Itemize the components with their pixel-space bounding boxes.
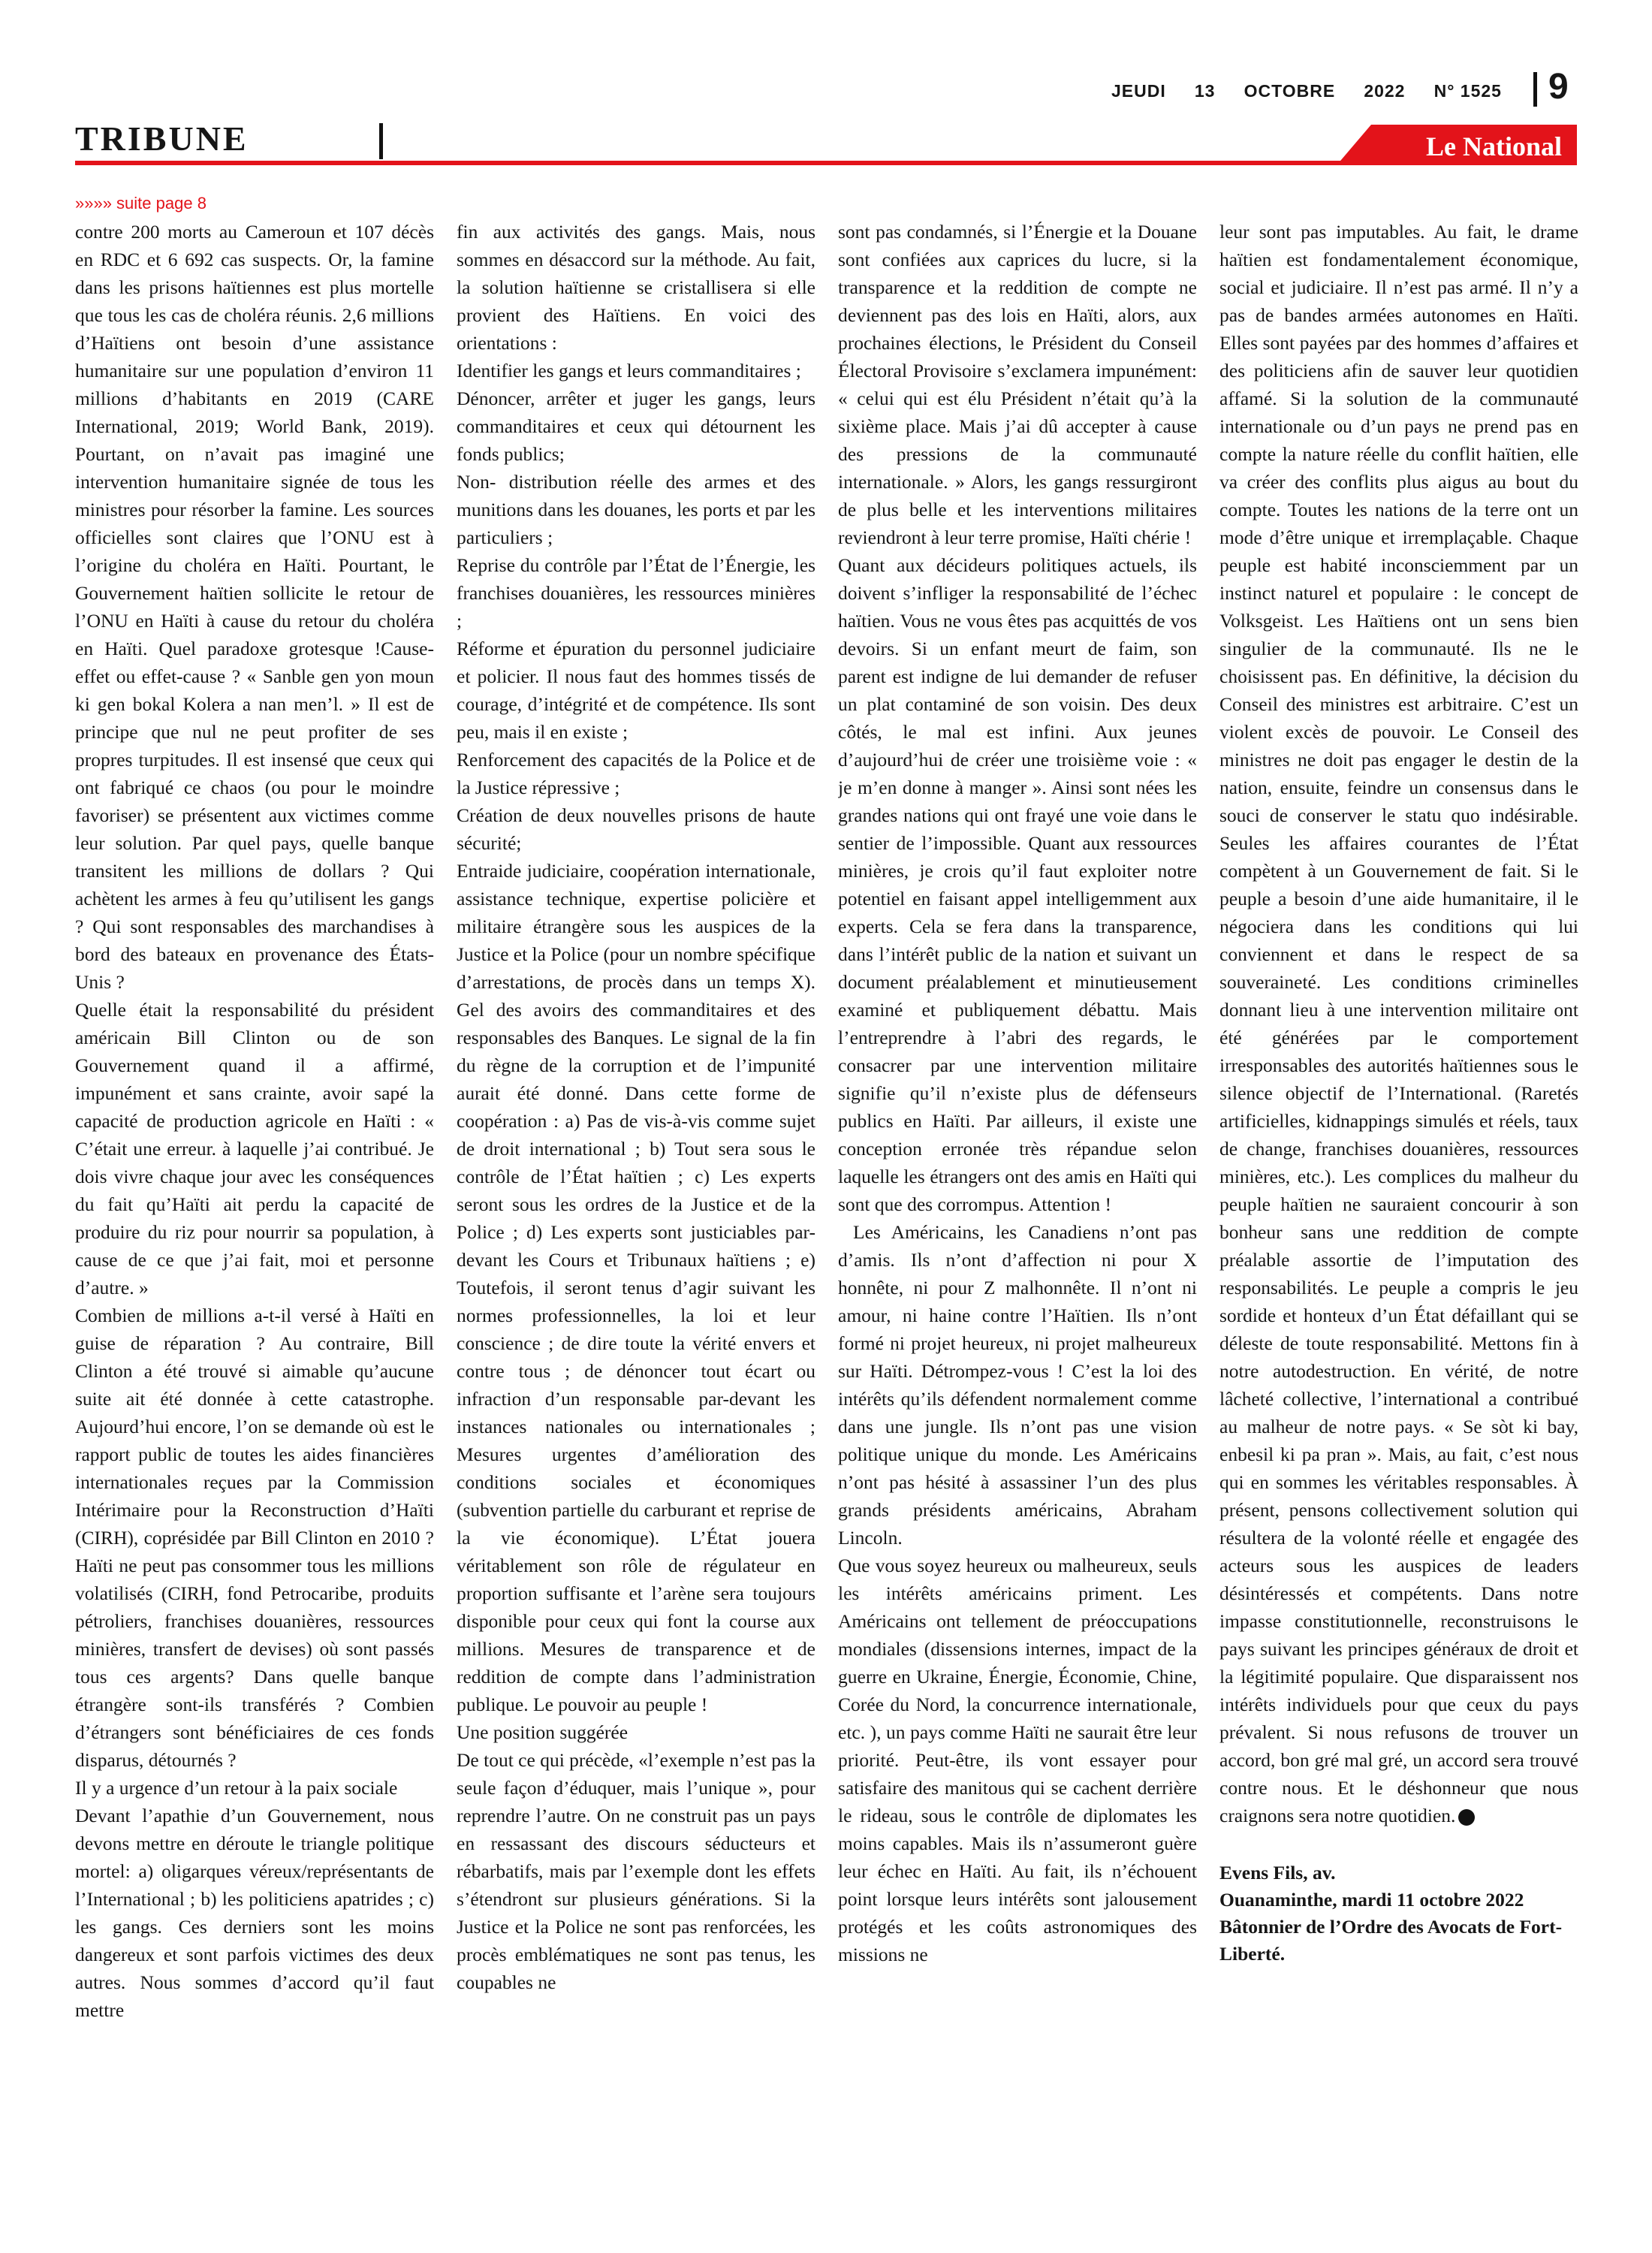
subheading: Il y a urgence d’un retour à la paix sociale [75,1777,398,1799]
list-item: Entraide judiciaire, coopération internationale, assistance technique, expertise policière et militaire étrangère sous les auspices de la Justice et la Police (pour un nombre spécifique d’arrestations, de procès dans un temps X). Gel des avoirs des commanditaires et des responsables des Banques. Le signal de la fin du règne de la corruption et de l’impunité aurait été donné. Dans cette forme de coopération : a) Pas de vis-à-vis comme sujet de droit international ; b) Tout sera sous le contrôle de l’État haïtien ; c) Les experts seront sous les ordres de la Justice et de la Police ; d) Les experts sont justiciables par-devant les Cours et Tribunaux haïtiens ; e) Toutefois, il seront tenus d’agir suivant les normes professionnelles, la loi et leur conscience ; de dire toute la vérité envers et contre tous ; de dénoncer tout écart ou infraction d’un responsable par-devant les instances nationales ou internationales ; Mesures urgentes d’amélioration des conditions sociales et économiques (subvention partielle du carburant et reprise de la vie économique). L’État jouera véritablement son rôle de régulateur en proportion suffisante et l’arène sera toujours disponible pour ceux qui font la course aux millions. Mesures de transparence et de reddition de compte dans l’administration publique. Le pouvoir au peuple ! [457,860,815,1715]
section-title-bar [379,123,383,159]
author-title: Bâtonnier de l’Ordre des Avocats de Fort-Liberté. [1219,1916,1563,1965]
paragraph: contre 200 morts au Cameroun et 107 décès en RDC et 6 692 cas suspects. Or, la famine dans les prisons haïtiennes est plus mortelle que tous les cas de choléra réunis. 2,6 millions d’Haïtiens ont besoin d’une assistance humanitaire sur une population d’environ 11 millions d’habitants en 2019 (CARE International, 2019; World Bank, 2019). Pourtant, on n’avait pas imaginé une intervention humanitaire signée de tous les ministres pour résorber la famine. Les sources officielles sont claires que l’ONU est à l’origine du choléra en Haïti. Pourtant, le Gouvernement haïtien sollicite le retour de l’ONU en Haïti à cause du retour du choléra en Haïti. Quel paradoxe grotesque !Cause-effet ou effet-cause ? « Sanble gen yon moun ki gen bokal Kolera a nan men’l. » Il est de principe que nul ne peut profiter de ses propres turpitudes. Il est insensé que ceux qui ont fabriqué ce chaos (ou pour le moindre favoriser) se présentent aux victimes comme leur solution. Par quel pays, quelle banque transitent les millions de dollars ? Qui achètent les armes à feu qu’utilisent les gangs ? Qui sont responsables des marchandises à bord des bateaux en provenance des États-Unis ? [75,221,434,993]
paragraph: Quant aux décideurs politiques actuels, ils doivent s’infliger la responsabilité de l’échec haïtien. Vous ne vous êtes pas acquittés de vos devoirs. Si un enfant meurt de faim, son parent est indigne de lui demander de refuser un plat contaminé de son voisin. Des deux côtés, le mal est infini. Aux jeunes d’aujourd’hui de créer une troisième voie : « je m’en donne à manger ». Ainsi sont nées les grandes nations qui ont frayé une voie dans le sentier de l’impossible. Quant aux ressources minières, je crois qu’il faut exploiter notre potentiel en faisant appel intelligemment aux experts. Cela se fera dans la transparence, dans l’intérêt public de la nation et suivant un document préalablement et minutieusement examiné et publiquement débattu. Mais l’entreprendre à l’abri des regards, le consacrer par une intervention militaire signifie qu’il n’existe plus de défenseurs publics en Haïti. Par ailleurs, il existe une conception erronée très répandue selon laquelle les étrangers ont des amis en Haïti qui sont que des corrompus. Attention ! [838,554,1197,1215]
issue-number: N° 1525 [1433,81,1502,101]
list-item: Création de deux nouvelles prisons de haute sécurité; [457,804,815,854]
paragraph: fin aux activités des gangs. Mais, nous sommes en désaccord sur la méthode. Au fait, la solution haïtienne se cristallisera si elle provient des Haïtiens. En voici des orientations : [457,221,815,354]
author-signature [1219,1859,1578,1968]
list-item: Reprise du contrôle par l’État de l’Énergie, les franchises douanières, les ressources minières ; [457,554,815,632]
list-item: Identifier les gangs et leurs commanditaires ; [457,360,801,382]
paragraph: Que vous soyez heureux ou malheureux, seuls les intérêts américains priment. Les Américains ont tellement de préoccupations mondiales (dissensions internes, impact de la guerre en Ukraine, Énergie, Économie, Chine, Corée du Nord, la concurrence internationale, etc. ), un pays comme Haïti ne saurait être leur priorité. Peut-être, ils vont essayer pour satisfaire des manitous qui se cachent derrière le rideau, sous le contrôle de diplomates les moins capables. Mais ils n’assumeront guère leur échec en Haïti. Au fait, ils n’échouent point lorsque leurs intérêts sont jalousement protégés et les coûts astronomiques des missions ne [838,1555,1197,1965]
newspaper-brand: Le National [1425,131,1562,161]
article-column-1 [75,218,434,2215]
section-title: TRIBUNE [75,119,249,158]
author-name: Evens Fils, av. [1219,1862,1336,1884]
list-item: Réforme et épuration du personnel judiciaire et policier. Il nous faut des hommes tissés de courage, d’intégrité et de compétence. Ils sont peu, mais il en existe ; [457,638,815,743]
issue-meta [1111,81,1502,101]
page-number: 9 [1548,67,1569,107]
list-item: Dénoncer, arrêter et juger les gangs, leurs commanditaires et ceux qui détournent les fonds publics; [457,388,815,465]
issue-year: 2022 [1364,81,1406,101]
paragraph: Combien de millions a-t-il versé à Haïti en guise de réparation ? Au contraire, Bill Clinton a été trouvé si aimable qu’aucune suite ait été donnée à cette catastrophe. Aujourd’hui encore, l’on se demande où est le rapport public de toutes les aides financières internationales reçues par la Commission Intérimaire pour la Reconstruction d’Haïti (CIRH), coprésidée par Bill Clinton en 2010 ? Haïti ne peut pas consommer tous les millions volatilisés (CIRH, fond Petrocaribe, produits pétroliers, franchises douanières, ressources minières, transfert de devises) où sont passés tous ces argents? Dans quelle banque étrangère sont-ils transférés ? Combien d’étrangers sont bénéficiaires de ces fonds disparus, détournés ? [75,1304,434,1771]
author-place-date: Ouanaminthe, mardi 11 octobre 2022 [1219,1889,1524,1911]
page-number-separator [1533,72,1537,107]
paragraph: Quelle était la responsabilité du président américain Bill Clinton ou de son Gouvernement quand il a affirmé, impunément et sans crainte, avoir sapé la capacité de production agricole en Haïti : « C’était une erreur. à laquelle j’ai contribué. Je dois vivre chaque jour avec les conséquences du fait qu’Haïti ait perdu la capacité de produire du riz pour nourrir sa population, à cause de ce que j’ai fait, moi et personne d’autre. » [75,999,434,1298]
article-column-2 [457,218,815,2215]
paragraph [1219,218,1578,1829]
end-mark-icon [1458,1809,1475,1826]
paragraph: Devant l’apathie d’un Gouvernement, nous devons mettre en déroute le triangle politique mortel: a) oligarques véreux/représentants de l’International ; b) les politiciens apatrides ; c) les gangs. Ces derniers sont les moins dangereux et sont parfois victimes des deux autres. Nous sommes d’accord qu’il faut mettre [75,1805,434,2021]
paragraph-text: leur sont pas imputables. Au fait, le drame haïtien est fondamentalement économique, social et judiciaire. Il n’est pas armé. Il n’y a pas de bandes armées autonomes en Haïti. Elles sont payées par des hommes d’affaires et des politiciens afin de sauver leur quotidien affamé. Si la solution de la communauté internationale ou d’un pays ne prend pas en compte la nature réelle du conflit haïtien, elle va créer des conflits plus aigus au bout du compte. Toutes les nations de la terre ont un mode d’être unique et irremplaçable. Chaque peuple est habité inconsciemment par un instinct naturel et populaire : le concept de Volksgeist. Les Haïtiens ont un sens bien singulier de la communauté. Ils ne le choisissent pas. En définitive, la décision du Conseil des ministres est arbitraire. C’est un violent excès de pouvoir. Le Conseil des ministres ne doit pas engager le destin de la nation, ensuite, feindre un consensus dans le souci de conserver le statu quo indésirable. Seules les affaires courantes de l’État compètent à un Gouvernement de fait. Si le peuple a besoin d’une aide humanitaire, il le négociera dans les conditions qui lui conviennent et dans le respect de sa souveraineté. Les conditions criminelles donnant lieu à une intervention militaire ont été générées par le comportement irresponsables des autorités haïtiennes sous le silence objectif de l’International. (Raretés artificielles, kidnappings simulés et réels, taux de change, franchises douanières, ressources minières, etc.). Les complices du malheur du peuple haïtien ne sauraient concourir à son bonheur sans une reddition de compte préalable assortie de l’imputation des responsabilités. Le peuple a compris le jeu sordide et honteux d’un État défaillant qui se déleste de toute responsabilité. Mettons fin à notre autodestruction. En vérité, de notre lâcheté collective, l’international a contribué au malheur de notre pays. « Se sòt ki bay, enbesil ki pa pran ». Mais, au fait, c’est nous qui en sommes les véritables responsables. À présent, pensons collectivement solution qui résultera de la volonté réelle et engagée des acteurs sous les auspices de leaders désintéressés et compétents. Dans notre impasse constitutionnelle, reconstruisons le pays suivant les principes généraux de droit et la légitimité populaire. Que disparaissent nos intérêts individuels pour que ceux du pays prévalent. Si nous refusons de trouver un accord, bon gré mal gré, un accord sera trouvé contre nous. Et le déshonneur que nous craignons sera notre quotidien. [1219,221,1578,1826]
continuation-note: »»»» suite page 8 [75,194,206,213]
article-column-3 [838,218,1197,2215]
article-column-4 [1219,218,1578,2215]
list-item: Renforcement des capacités de la Police et de la Justice répressive ; [457,749,815,798]
issue-day: JEUDI [1111,81,1166,101]
issue-date-number: 13 [1194,81,1216,101]
article-body [75,218,1577,2215]
issue-month: OCTOBRE [1244,81,1336,101]
list-item: Non- distribution réelle des armes et des munitions dans les douanes, les ports et par les particuliers ; [457,471,815,548]
subheading: Une position suggérée [457,1721,629,1743]
paragraph: Les Américains, les Canadiens n’ont pas d’amis. Ils n’ont d’affection ni pour X honnête, ni pour Z malhonnête. Il n’ont ni amour, ni haine contre l’Haïtien. Ils n’ont formé ni projet heureux, ni projet malheureux sur Haïti. Détrompez-vous ! C’est la loi des intérêts qu’ils défendent normalement comme dans une jungle. Ils n’ont pas une vision politique unique du monde. Les Américains n’ont pas hésité à assassiner l’un des plus grands présidents américains, Abraham Lincoln. [838,1221,1197,1549]
paragraph: De tout ce qui précède, «l’exemple n’est pas la seule façon d’éduquer, mais l’unique », pour reprendre l’autre. On ne construit pas un pays en ressassant des discours séducteurs et rébarbatifs, mais par l’exemple dont les effets s’étendront sur plusieurs générations. Si la Justice et la Police ne sont pas renforcées, les procès emblématiques ne sont pas tenus, les coupables ne [457,1749,815,1993]
paragraph: sont pas condamnés, si l’Énergie et la Douane sont confiées aux caprices du lucre, si la transparence et la reddition de compte ne deviennent pas des lois en Haïti, alors, aux prochaines élections, le Président du Conseil Électoral Provisoire s’exclamera impunément: « celui qui est élu Président n’était qu’à la sixième place. Mais j’ai dû accepter à cause des pressions de la communauté internationale. » Alors, les gangs ressurgiront de plus belle et les interventions militaires reviendront à leur terre promise, Haïti chérie ! [838,221,1197,548]
